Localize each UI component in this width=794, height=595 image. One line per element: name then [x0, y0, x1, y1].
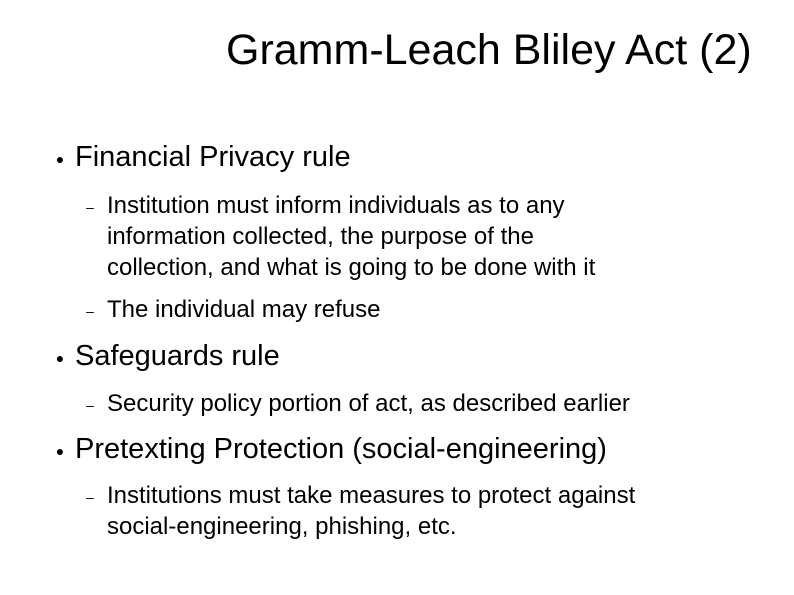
sub-bullet-line: Institutions must take measures to protect against: [107, 482, 636, 509]
sub-bullet-icon: –: [86, 199, 94, 215]
sub-bullet-icon: –: [86, 489, 94, 505]
sub-bullet-individual-may-refuse: [107, 294, 747, 325]
bullet-financial-privacy-rule: Financial Privacy rule: [75, 141, 351, 173]
sub-bullet-inform-individuals: [107, 190, 747, 283]
sub-bullet-line: Institution must inform individuals as to any: [107, 192, 565, 219]
bullet-pretexting-protection: Pretexting Protection (social-engineering): [75, 433, 607, 465]
sub-bullet-line: The individual may refuse: [107, 296, 381, 323]
sub-bullet-line: information collected, the purpose of the: [107, 223, 534, 250]
sub-bullet-line: collection, and what is going to be done with it: [107, 254, 596, 281]
sub-bullet-icon: –: [86, 303, 94, 319]
sub-bullet-institutions-measures: [107, 480, 747, 542]
slide-title: Gramm-Leach Bliley Act (2): [226, 26, 752, 74]
sub-bullet-security-policy: [107, 388, 747, 419]
bullet-safeguards-rule: Safeguards rule: [75, 340, 280, 372]
bullet-icon: ●: [55, 350, 65, 366]
bullet-icon: ●: [55, 443, 65, 459]
bullet-icon: ●: [55, 151, 65, 167]
sub-bullet-line: Security policy portion of act, as described earlier: [107, 390, 630, 417]
sub-bullet-icon: –: [86, 397, 94, 413]
sub-bullet-line: social-engineering, phishing, etc.: [107, 513, 457, 540]
